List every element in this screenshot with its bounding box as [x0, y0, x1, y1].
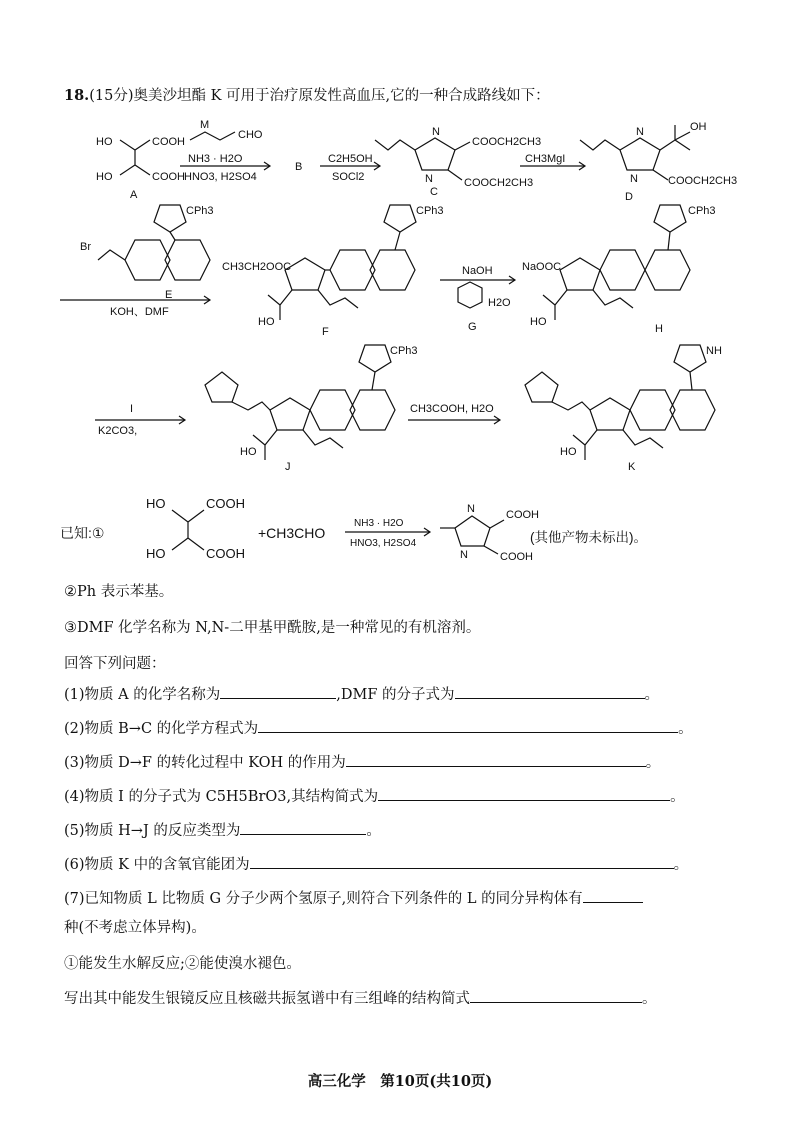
label-h: H — [655, 323, 663, 335]
q7-conditions: ①能发生水解反应;②能使溴水褪色。 — [64, 956, 301, 972]
e-cph3: CPh3 — [186, 205, 214, 217]
label-c: C — [430, 186, 438, 198]
compound-d-ring — [620, 138, 660, 170]
q4-answer-blank[interactable] — [378, 786, 670, 801]
aldehyde-structure — [190, 132, 235, 140]
step1-reagent-bottom: HNO3, H2SO4 — [184, 171, 257, 183]
f-ho: HO — [258, 316, 275, 328]
d-oh: OH — [690, 121, 707, 133]
label-d: D — [625, 191, 633, 203]
q6-period: 。 — [673, 857, 689, 873]
subquestion-3 — [64, 752, 660, 773]
q7-text-b: 种(不考虑立体异构)。 — [64, 920, 206, 936]
d-n-top: N — [636, 126, 644, 138]
q2-text: (2)物质 B→C 的化学方程式为 — [64, 721, 259, 737]
step4-reagent: KOH、DMF — [110, 306, 169, 318]
step2-reagent-bottom: SOCl2 — [332, 171, 365, 183]
question-number: 18. — [64, 87, 90, 104]
step7-reagent: CH3COOH, H2O — [410, 403, 494, 415]
q7-period: 。 — [642, 991, 657, 1007]
known-item-2: ②Ph 表示苯基。 — [64, 584, 174, 600]
d-nh: N — [630, 173, 638, 185]
compound-e-ring2 — [165, 240, 210, 280]
question-intro — [64, 86, 550, 106]
compound-j-ring1 — [310, 390, 355, 430]
page-footer: 高三化学 第10页(共10页) — [307, 1073, 493, 1090]
known-prod-n: N — [467, 503, 475, 515]
known-prod-cooh2: COOH — [500, 551, 533, 563]
question-score: (15分) — [89, 88, 134, 104]
known-ho2: HO — [146, 546, 166, 561]
q1-part-a: (1)物质 A 的化学名称为 — [64, 687, 221, 703]
aldehyde-cho: CHO — [238, 129, 263, 141]
compound-a-structure — [120, 140, 150, 175]
step5-water: H2O — [488, 297, 511, 309]
c-ester-bottom: COOCH2CH3 — [464, 177, 534, 189]
compound-j-dioxolone — [205, 372, 238, 402]
compound-f-ring2 — [370, 250, 415, 290]
compound-c-ring — [415, 138, 455, 170]
q7-answer-blank-structure[interactable] — [470, 988, 642, 1003]
q7-text-d: 写出其中能发生银镜反应且核磁共振氢谱中有三组峰的结构简式 — [64, 991, 470, 1007]
subquestion-7-structure — [64, 988, 657, 1009]
label-f: F — [322, 326, 329, 338]
compound-j-ring2 — [350, 390, 395, 430]
e-br: Br — [80, 241, 91, 253]
q4-period: 。 — [670, 789, 685, 805]
label-e: E — [165, 289, 173, 301]
q3-period: 。 — [645, 755, 661, 771]
q2-period: 。 — [678, 721, 693, 737]
label-b: B — [295, 161, 303, 173]
known-cond-top: NH3 · H2O — [354, 518, 404, 529]
known-label: 已知:① — [60, 525, 105, 541]
a-cooh-top: COOH — [152, 136, 185, 148]
compound-e-tetrazole — [154, 205, 186, 232]
step1-reagent-top: NH3 · H2O — [188, 153, 243, 165]
c-nh: N — [425, 173, 433, 185]
known-prod-cooh1: COOH — [506, 509, 539, 521]
compound-k-imidazole — [590, 398, 630, 430]
subquestion-4 — [64, 786, 685, 807]
known-cooh2: COOH — [206, 546, 245, 561]
q7-text-a: (7)已知物质 L 比物质 G 分子少两个氢原子,则符合下列条件的 L 的同分异构体有 — [64, 891, 583, 907]
h-cph3: CPh3 — [688, 205, 716, 217]
q1-answer-blank-a[interactable] — [220, 684, 336, 699]
a-cooh-bottom: COOH — [152, 171, 185, 183]
step6-reagent-top: I — [130, 403, 134, 415]
compound-g-ring — [458, 282, 482, 308]
label-g: G — [468, 321, 477, 333]
known-aldehyde: +CH3CHO — [258, 525, 326, 541]
k-nh: NH — [706, 345, 722, 357]
q3-answer-blank[interactable] — [346, 752, 646, 767]
step3-reagent: CH3MgI — [525, 153, 566, 165]
j-cph3: CPh3 — [390, 345, 418, 357]
compound-j-tetrazole — [359, 345, 391, 372]
q7-answer-blank-count[interactable] — [583, 888, 643, 903]
a-ho-top: HO — [96, 136, 113, 148]
compound-k-dioxolone — [525, 372, 558, 402]
q2-answer-blank[interactable] — [258, 718, 678, 733]
q6-text: (6)物质 K 中的含氧官能团为 — [64, 857, 250, 873]
compound-j-imidazole — [270, 398, 310, 430]
q5-text: (5)物质 H→J 的反应类型为 — [64, 823, 241, 839]
subquestion-7 — [64, 888, 643, 909]
step5-reagent: NaOH — [462, 265, 493, 277]
compound-h-imidazole — [560, 258, 600, 290]
known-reaction — [60, 490, 760, 570]
subquestion-2 — [64, 718, 693, 739]
answer-header: 回答下列问题： — [64, 656, 166, 672]
known-prod-nh: N — [460, 549, 468, 561]
h-ho: HO — [530, 316, 547, 328]
c-n-top: N — [432, 126, 440, 138]
q5-period: 。 — [366, 823, 381, 839]
known-item-3: ③DMF 化学名称为 N,N-二甲基甲酰胺,是一种常见的有机溶剂。 — [64, 620, 481, 636]
f-cph3: CPh3 — [416, 205, 444, 217]
step6-reagent-bottom: K2CO3, — [98, 425, 138, 437]
label-k: K — [628, 461, 636, 473]
f-ester: CH3CH2OOC — [222, 261, 292, 273]
step2-reagent-top: C2H5OH — [328, 153, 373, 165]
q3-text: (3)物质 D→F 的转化过程中 KOH 的作用为 — [64, 755, 346, 771]
subquestion-1 — [64, 684, 659, 705]
compound-f-ring1 — [330, 250, 375, 290]
q4-text: (4)物质 I 的分子式为 C5H5BrO3,其结构简式为 — [64, 789, 379, 805]
a-ho-bottom: HO — [96, 171, 113, 183]
j-ho: HO — [240, 446, 257, 458]
k-ho: HO — [560, 446, 577, 458]
aldehyde-m-label: M — [200, 119, 210, 131]
compound-k-tetrazole — [674, 345, 706, 372]
label-a: A — [130, 189, 138, 201]
q5-answer-blank[interactable] — [240, 820, 366, 835]
d-ester: COOCH2CH3 — [668, 175, 738, 187]
synthesis-scheme — [0, 110, 800, 490]
known-cooh1: COOH — [206, 496, 245, 511]
compound-h-tetrazole — [654, 205, 686, 232]
compound-h-ring1 — [600, 250, 645, 290]
known-ho1: HO — [146, 496, 166, 511]
compound-k-ring1 — [630, 390, 675, 430]
h-salt: NaOOC — [522, 261, 562, 273]
label-j: J — [285, 461, 291, 473]
subquestion-5 — [64, 820, 381, 841]
q1-answer-blank-b[interactable] — [455, 684, 645, 699]
compound-k-ring2 — [670, 390, 715, 430]
q1-part-b: ,DMF 的分子式为 — [336, 687, 455, 703]
compound-e-ring1 — [125, 240, 170, 280]
q1-period: 。 — [644, 687, 659, 703]
c-ester-top: COOCH2CH3 — [472, 136, 542, 148]
compound-h-ring2 — [645, 250, 690, 290]
subquestion-6 — [64, 854, 688, 875]
q6-answer-blank[interactable] — [250, 854, 674, 869]
known-cond-bottom: HNO3, H2SO4 — [350, 538, 417, 549]
question-text: 奥美沙坦酯 K 可用于治疗原发性高血压,它的一种合成路线如下： — [133, 88, 550, 104]
known-note: (其他产物未标出)。 — [530, 530, 647, 545]
compound-f-tetrazole — [384, 205, 416, 232]
